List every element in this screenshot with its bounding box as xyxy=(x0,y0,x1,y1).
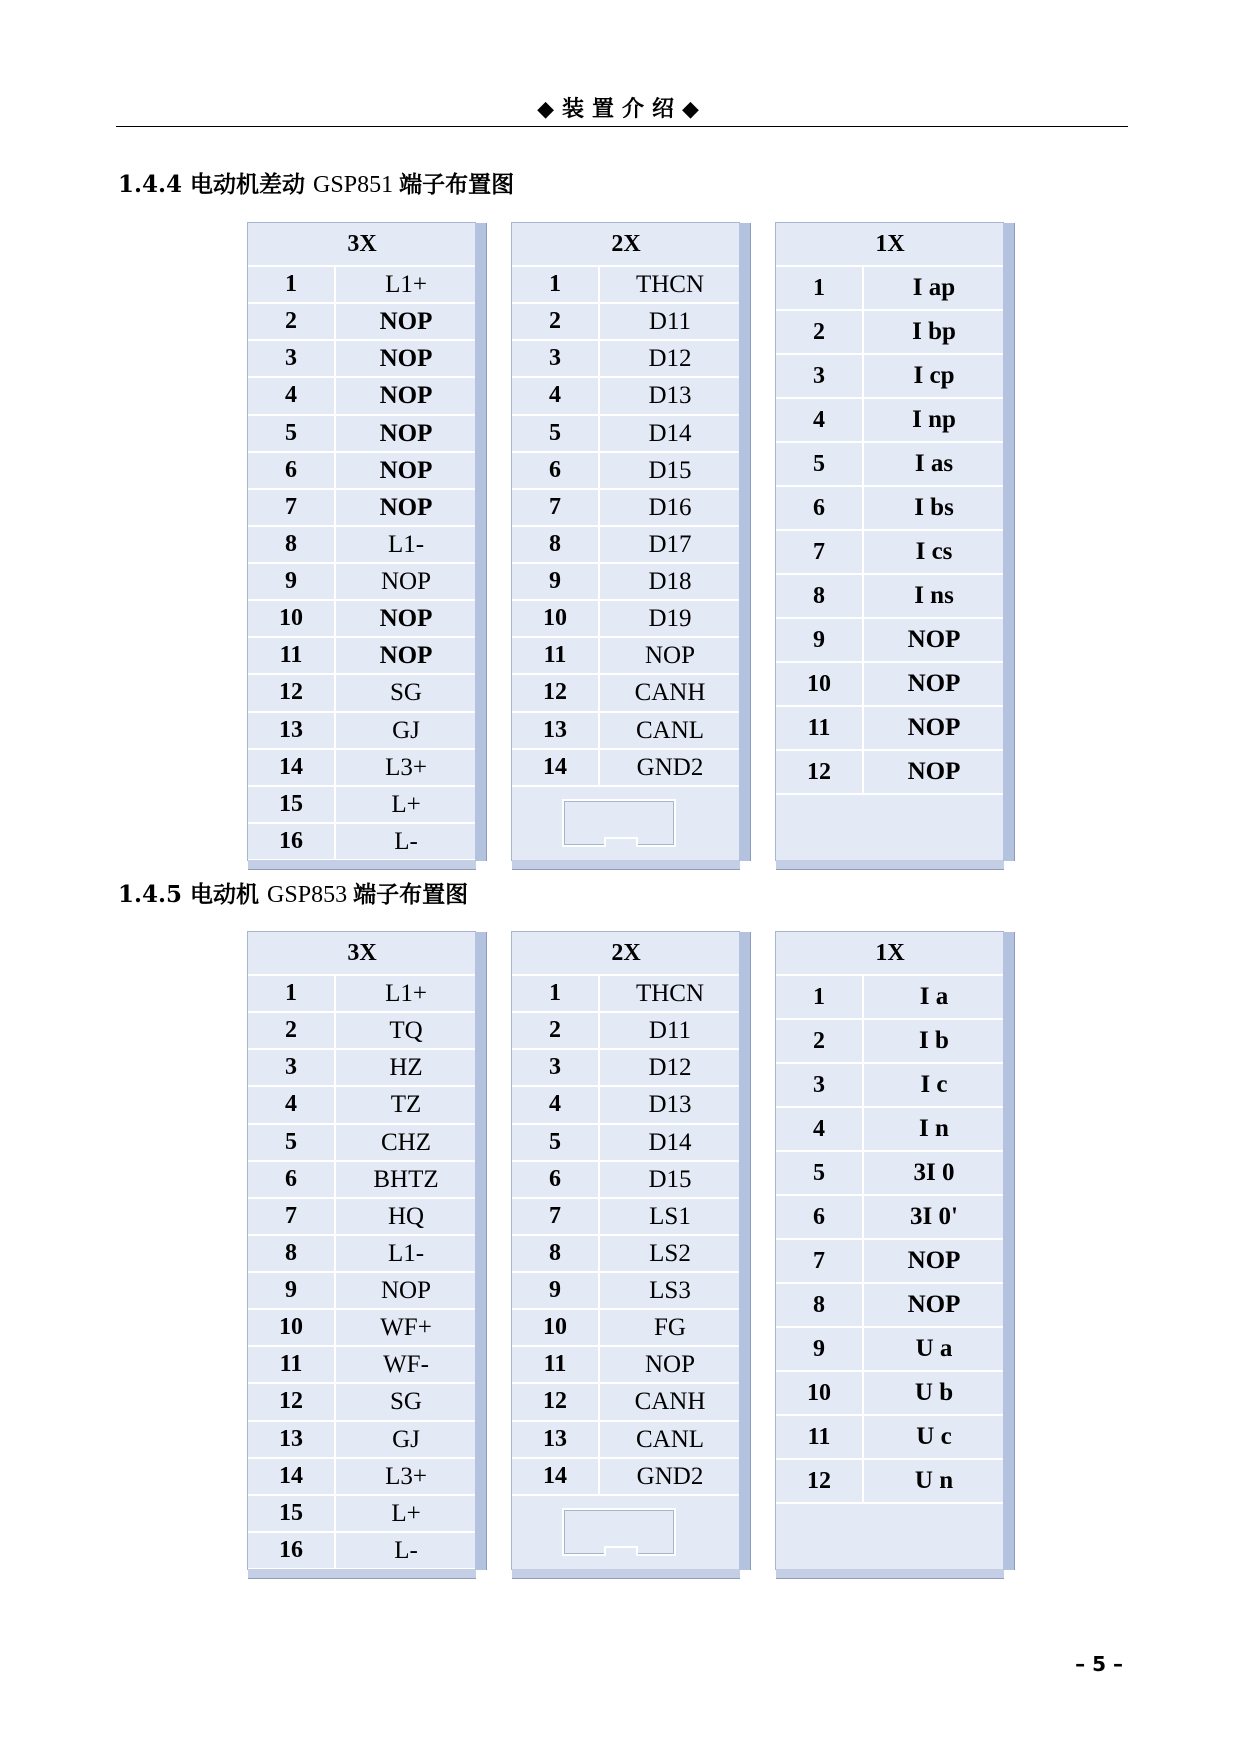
terminal-row xyxy=(512,976,740,1013)
terminal-signal: D18 xyxy=(648,568,692,595)
section-title-model: GSP851 xyxy=(313,172,400,198)
terminal-signal: I ns xyxy=(914,582,954,609)
terminal-signal: D19 xyxy=(648,605,692,633)
terminal-number: 14 xyxy=(512,750,600,785)
terminal-signal: NOP xyxy=(907,714,961,741)
terminal-row xyxy=(512,378,740,415)
terminal-number: 11 xyxy=(776,707,864,749)
terminal-number: 13 xyxy=(512,713,600,748)
terminal-block-1x xyxy=(775,222,1004,861)
terminal-signal: D11 xyxy=(648,308,692,336)
terminal-row xyxy=(776,443,1004,487)
terminal-number: 11 xyxy=(776,1416,864,1458)
terminal-signal: I cs xyxy=(915,538,953,565)
terminal-number: 2 xyxy=(512,304,600,339)
terminal-signal: SG xyxy=(390,1388,422,1416)
terminal-signal: D12 xyxy=(648,345,692,373)
terminal-row xyxy=(776,1372,1004,1416)
terminal-row xyxy=(512,1459,740,1496)
terminal-number: 12 xyxy=(248,1384,336,1419)
terminal-number: 6 xyxy=(776,487,864,529)
terminal-signal: CANH xyxy=(634,679,706,707)
terminal-number: 12 xyxy=(512,1384,600,1419)
terminal-signal: NOP xyxy=(907,758,961,785)
terminal-number: 2 xyxy=(776,1020,864,1062)
terminal-row xyxy=(248,976,476,1013)
terminal-row xyxy=(248,453,476,490)
terminal-number: 1 xyxy=(248,267,336,302)
terminal-signal: D16 xyxy=(648,493,692,521)
terminal-number: 12 xyxy=(248,675,336,710)
terminal-row xyxy=(248,527,476,564)
terminal-signal: NOP xyxy=(380,1277,431,1304)
terminal-signal: I a xyxy=(919,983,949,1010)
terminal-row xyxy=(776,751,1004,795)
terminal-row xyxy=(776,1196,1004,1240)
terminal-signal: D15 xyxy=(648,456,692,484)
terminal-signal: I bs xyxy=(914,494,954,521)
terminal-row xyxy=(248,267,476,304)
terminal-signal: D17 xyxy=(648,530,692,558)
terminal-number: 6 xyxy=(248,453,336,488)
terminal-number: 8 xyxy=(776,575,864,617)
terminal-block-2x xyxy=(511,931,740,1570)
terminal-signal: CANL xyxy=(635,716,705,744)
terminal-row xyxy=(776,1284,1004,1328)
terminal-number: 5 xyxy=(776,443,864,485)
terminal-signal: NOP xyxy=(907,1247,961,1274)
terminal-signal: I cp xyxy=(913,362,955,389)
terminal-number: 9 xyxy=(248,1273,336,1308)
terminal-number: 1 xyxy=(512,267,600,302)
terminal-number: 15 xyxy=(248,1496,336,1531)
terminal-signal: LS3 xyxy=(649,1277,691,1304)
terminal-number: 11 xyxy=(512,638,600,673)
terminal-signal: U c xyxy=(916,1423,952,1450)
terminal-number: 3 xyxy=(248,341,336,376)
terminal-number: 1 xyxy=(776,267,864,309)
terminal-row xyxy=(776,707,1004,751)
terminal-number: 7 xyxy=(248,490,336,525)
terminal-number: 10 xyxy=(248,601,336,636)
terminal-row xyxy=(512,1384,740,1421)
terminal-row xyxy=(776,1064,1004,1108)
terminal-signal: NOP xyxy=(379,605,433,633)
terminal-block-title: 1X xyxy=(776,932,1004,976)
terminal-number: 7 xyxy=(512,1199,600,1234)
terminal-number: 4 xyxy=(512,378,600,413)
terminal-number: 7 xyxy=(776,1240,864,1282)
terminal-signal: NOP xyxy=(907,626,961,653)
terminal-block-title: 1X xyxy=(776,223,1004,267)
terminal-signal: NOP xyxy=(644,642,695,670)
terminal-signal: I bp xyxy=(912,318,956,345)
terminal-row xyxy=(776,663,1004,707)
terminal-block-1x xyxy=(775,931,1004,1570)
terminal-row xyxy=(512,564,740,601)
terminal-number: 14 xyxy=(512,1459,600,1494)
terminal-row xyxy=(248,638,476,675)
terminal-signal: L+ xyxy=(391,790,421,818)
terminal-signal: I as xyxy=(914,450,954,477)
terminal-number: 6 xyxy=(248,1162,336,1197)
terminal-row xyxy=(248,304,476,341)
terminal-number: 4 xyxy=(248,378,336,413)
terminal-row xyxy=(248,1050,476,1087)
terminal-signal: FG xyxy=(654,1314,686,1342)
terminal-number: 2 xyxy=(512,1013,600,1048)
terminal-signal: HZ xyxy=(389,1054,423,1082)
terminal-signal: NOP xyxy=(379,345,433,373)
terminal-signal: GJ xyxy=(392,716,420,744)
terminal-row xyxy=(776,487,1004,531)
terminal-row xyxy=(248,341,476,378)
terminal-signal: L+ xyxy=(391,1499,421,1527)
terminal-number: 6 xyxy=(512,1162,600,1197)
terminal-signal: D12 xyxy=(648,1054,692,1082)
terminal-number: 14 xyxy=(248,1459,336,1494)
terminal-row xyxy=(776,399,1004,443)
terminal-number: 9 xyxy=(512,564,600,599)
terminal-block-title: 2X xyxy=(512,223,740,267)
terminal-signal: U a xyxy=(915,1335,953,1362)
terminal-row xyxy=(248,601,476,638)
terminal-row xyxy=(512,675,740,712)
terminal-signal: NOP xyxy=(907,1291,961,1318)
terminal-number: 2 xyxy=(776,311,864,353)
terminal-signal: L1- xyxy=(387,1239,425,1267)
terminal-signal: TZ xyxy=(390,1091,422,1119)
terminal-number: 5 xyxy=(248,416,336,451)
terminal-number: 7 xyxy=(512,490,600,525)
section-title-suffix: 端子布置图 xyxy=(399,171,515,198)
terminal-number: 14 xyxy=(248,750,336,785)
terminal-row xyxy=(248,713,476,750)
terminal-row xyxy=(776,976,1004,1020)
terminal-row xyxy=(512,1125,740,1162)
terminal-row xyxy=(248,1496,476,1533)
section-title-prefix: 1.4.5 电动机 xyxy=(118,881,268,908)
terminal-row xyxy=(248,1236,476,1273)
terminal-number: 12 xyxy=(512,675,600,710)
terminal-signal: THCN xyxy=(635,980,705,1007)
terminal-signal: L1+ xyxy=(385,980,427,1007)
terminal-number: 3 xyxy=(512,341,600,376)
terminal-row xyxy=(248,1273,476,1310)
terminal-row xyxy=(248,378,476,415)
terminal-number: 6 xyxy=(512,453,600,488)
terminal-row xyxy=(512,453,740,490)
terminal-number: 2 xyxy=(248,304,336,339)
terminal-block-title: 2X xyxy=(512,932,740,976)
terminal-row xyxy=(776,1416,1004,1460)
terminal-row xyxy=(248,490,476,527)
terminal-signal: NOP xyxy=(907,670,961,697)
terminal-row xyxy=(776,1328,1004,1372)
terminal-number: 10 xyxy=(776,663,864,705)
terminal-signal: CANL xyxy=(635,1425,705,1453)
terminal-signal: 3I 0 xyxy=(913,1159,955,1186)
terminal-number: 12 xyxy=(776,751,864,793)
terminal-signal: GND2 xyxy=(636,753,704,781)
terminal-number: 4 xyxy=(512,1087,600,1122)
terminal-row xyxy=(512,1347,740,1384)
terminal-signal: D13 xyxy=(648,382,692,410)
terminal-signal: WF- xyxy=(383,1351,429,1379)
terminal-number: 11 xyxy=(248,1347,336,1382)
terminal-signal: U b xyxy=(914,1379,954,1406)
terminal-number: 5 xyxy=(512,1125,600,1160)
terminal-number: 3 xyxy=(776,355,864,397)
terminal-row xyxy=(776,311,1004,355)
terminal-signal: NOP xyxy=(644,1351,695,1379)
terminal-signal: L- xyxy=(394,827,418,855)
terminal-signal: I n xyxy=(919,1115,949,1142)
terminal-row xyxy=(248,1013,476,1050)
terminal-signal: LS2 xyxy=(649,1239,691,1267)
terminal-row xyxy=(776,619,1004,663)
terminal-signal: NOP xyxy=(379,642,433,670)
terminal-signal: D11 xyxy=(648,1017,692,1045)
terminal-row xyxy=(776,1020,1004,1064)
section-title xyxy=(118,166,514,199)
terminal-signal: D13 xyxy=(648,1091,692,1119)
section-title-prefix: 1.4.4 电动机差动 xyxy=(118,171,314,198)
terminal-number: 1 xyxy=(248,976,336,1011)
terminal-row xyxy=(512,490,740,527)
terminal-row xyxy=(248,675,476,712)
section-title-suffix: 端子布置图 xyxy=(353,881,469,908)
terminal-row xyxy=(512,1162,740,1199)
terminal-number: 1 xyxy=(512,976,600,1011)
terminal-row xyxy=(776,531,1004,575)
terminal-signal: GND2 xyxy=(636,1462,704,1490)
page-header: ◆装置介绍◆ xyxy=(537,97,707,122)
terminal-row xyxy=(512,750,740,787)
terminal-signal: NOP xyxy=(379,493,433,521)
terminal-number: 9 xyxy=(512,1273,600,1308)
terminal-signal: NOP xyxy=(379,382,433,410)
terminal-row xyxy=(512,601,740,638)
terminal-number: 4 xyxy=(776,1108,864,1150)
terminal-number: 5 xyxy=(776,1152,864,1194)
terminal-signal: L1+ xyxy=(385,271,427,298)
terminal-row xyxy=(248,1199,476,1236)
page-number: – 5 – xyxy=(1075,1652,1123,1676)
terminal-row xyxy=(512,1236,740,1273)
terminal-row xyxy=(248,564,476,601)
terminal-signal: D14 xyxy=(648,419,692,447)
terminal-number: 3 xyxy=(248,1050,336,1085)
terminal-signal: NOP xyxy=(379,308,433,336)
terminal-number: 6 xyxy=(776,1196,864,1238)
terminal-row xyxy=(512,1199,740,1236)
terminal-signal: SG xyxy=(390,679,422,707)
terminal-row xyxy=(248,1347,476,1384)
terminal-row xyxy=(248,1162,476,1199)
terminal-number: 13 xyxy=(512,1422,600,1457)
terminal-signal: HQ xyxy=(387,1202,425,1230)
terminal-number: 8 xyxy=(512,1236,600,1271)
terminal-number: 4 xyxy=(776,399,864,441)
terminal-number: 16 xyxy=(248,824,336,859)
terminal-row xyxy=(512,527,740,564)
terminal-number: 10 xyxy=(512,601,600,636)
terminal-signal: L3+ xyxy=(385,1462,427,1490)
terminal-number: 3 xyxy=(512,1050,600,1085)
terminal-row xyxy=(776,1108,1004,1152)
terminal-signal: NOP xyxy=(379,456,433,484)
terminal-row xyxy=(776,355,1004,399)
terminal-row xyxy=(512,1050,740,1087)
terminal-row xyxy=(512,1087,740,1124)
terminal-number: 10 xyxy=(512,1310,600,1345)
terminal-number: 8 xyxy=(248,527,336,562)
terminal-block-title: 3X xyxy=(248,223,476,267)
terminal-number: 1 xyxy=(776,976,864,1018)
terminal-row xyxy=(248,1125,476,1162)
terminal-number: 8 xyxy=(512,527,600,562)
terminal-number: 4 xyxy=(248,1087,336,1122)
terminal-signal: I b xyxy=(919,1027,949,1054)
terminal-number: 16 xyxy=(248,1533,336,1568)
terminal-number: 2 xyxy=(248,1013,336,1048)
terminal-row xyxy=(776,575,1004,619)
terminal-number: 8 xyxy=(248,1236,336,1271)
terminal-row xyxy=(512,1422,740,1459)
terminal-signal: D14 xyxy=(648,1128,692,1156)
terminal-signal: I ap xyxy=(912,274,956,301)
terminal-signal: THCN xyxy=(635,271,705,298)
terminal-number: 7 xyxy=(248,1199,336,1234)
terminal-number: 11 xyxy=(512,1347,600,1382)
terminal-number: 3 xyxy=(776,1064,864,1106)
terminal-signal: L- xyxy=(394,1536,418,1564)
terminal-block-title: 3X xyxy=(248,932,476,976)
terminal-number: 13 xyxy=(248,1422,336,1457)
terminal-row xyxy=(248,1087,476,1124)
terminal-number: 15 xyxy=(248,787,336,822)
terminal-number: 9 xyxy=(776,1328,864,1370)
terminal-row xyxy=(512,1310,740,1347)
terminal-row xyxy=(248,1533,476,1570)
terminal-row xyxy=(512,1013,740,1050)
terminal-signal: GJ xyxy=(392,1425,420,1453)
terminal-number: 8 xyxy=(776,1284,864,1326)
terminal-row xyxy=(776,1460,1004,1504)
terminal-signal: LS1 xyxy=(649,1202,691,1230)
header-divider xyxy=(116,126,1128,127)
section-title xyxy=(118,876,468,909)
terminal-row xyxy=(776,267,1004,311)
terminal-row xyxy=(512,1273,740,1310)
terminal-signal: BHTZ xyxy=(373,1165,439,1193)
terminal-row xyxy=(248,416,476,453)
terminal-number: 10 xyxy=(248,1310,336,1345)
terminal-block-3x xyxy=(247,222,476,861)
terminal-signal: L1- xyxy=(387,530,425,558)
terminal-signal: NOP xyxy=(379,419,433,447)
terminal-signal: U n xyxy=(914,1467,954,1494)
terminal-signal: D15 xyxy=(648,1165,692,1193)
terminal-number: 9 xyxy=(248,564,336,599)
terminal-signal: CANH xyxy=(634,1388,706,1416)
terminal-row xyxy=(776,1152,1004,1196)
terminal-row xyxy=(248,1459,476,1496)
terminal-row xyxy=(512,341,740,378)
terminal-signal: TQ xyxy=(389,1017,423,1045)
section-title-model: GSP853 xyxy=(267,882,354,908)
terminal-block-2x xyxy=(511,222,740,861)
connector-socket-icon xyxy=(562,1508,676,1556)
terminal-row xyxy=(512,416,740,453)
terminal-signal: NOP xyxy=(380,568,431,595)
terminal-row xyxy=(248,1310,476,1347)
terminal-number: 13 xyxy=(248,713,336,748)
terminal-number: 9 xyxy=(776,619,864,661)
terminal-signal: I np xyxy=(912,406,956,433)
terminal-signal: I c xyxy=(920,1071,948,1098)
terminal-row xyxy=(248,750,476,787)
terminal-number: 7 xyxy=(776,531,864,573)
terminal-number: 12 xyxy=(776,1460,864,1502)
terminal-signal: 3I 0' xyxy=(910,1203,958,1230)
terminal-number: 5 xyxy=(248,1125,336,1160)
terminal-row xyxy=(512,304,740,341)
terminal-row xyxy=(776,1240,1004,1284)
connector-socket-icon xyxy=(562,799,676,847)
terminal-number: 10 xyxy=(776,1372,864,1414)
terminal-block-3x xyxy=(247,931,476,1570)
terminal-number: 11 xyxy=(248,638,336,673)
terminal-row xyxy=(512,267,740,304)
terminal-row xyxy=(248,1384,476,1421)
terminal-signal: WF+ xyxy=(380,1314,432,1342)
terminal-row xyxy=(248,787,476,824)
terminal-signal: CHZ xyxy=(381,1128,431,1156)
terminal-row xyxy=(248,824,476,861)
terminal-number: 5 xyxy=(512,416,600,451)
terminal-row xyxy=(512,638,740,675)
terminal-signal: L3+ xyxy=(385,753,427,781)
terminal-row xyxy=(512,713,740,750)
terminal-row xyxy=(248,1422,476,1459)
